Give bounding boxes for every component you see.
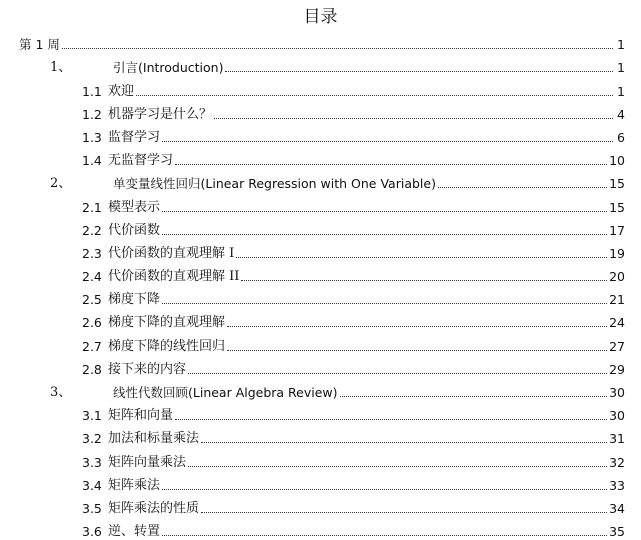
toc-entry[interactable] [0,53,641,76]
dot-leader [241,280,607,281]
toc-entry[interactable] [0,192,641,215]
toc-entry-page: 32 [609,454,625,470]
toc-entry-number: 3.2 [82,431,102,447]
toc-entry-title: 监督学习 [108,129,161,145]
dot-leader [340,396,608,397]
toc-entry-page: 4 [617,106,625,122]
toc-entry-title: 代价函数的直观理解 II [108,269,240,285]
dot-leader [201,512,607,513]
toc-entry[interactable] [0,100,641,123]
toc-entry-number: 2.5 [82,292,102,308]
toc-entry-page: 30 [609,408,625,424]
toc-entry[interactable] [0,401,641,424]
dot-leader [225,71,613,72]
toc-entry-number: 3、 [50,385,72,400]
toc-entry-number: 1.3 [82,129,102,145]
dot-leader [162,489,607,490]
dot-leader [227,326,607,327]
toc-entry-page: 10 [609,153,625,169]
toc-entry-number: 2.2 [82,222,102,238]
toc-entry-title: 矩阵乘法 [108,477,161,493]
toc-entry-page: 20 [609,269,625,285]
toc-entry[interactable] [0,355,641,378]
toc-entry-title: 逆、转置 [108,524,161,540]
toc-entry-title: 代价函数的直观理解 I [108,245,235,261]
toc-entry[interactable] [0,471,641,494]
dot-leader [188,373,607,374]
toc-entry-number: 3.3 [82,454,102,470]
toc-entry[interactable] [0,331,641,354]
dot-leader [162,303,607,304]
toc-entry-number: 1.4 [82,153,102,169]
dot-leader [188,466,607,467]
toc-entry[interactable] [0,517,641,540]
dot-leader [175,419,607,420]
dot-leader [201,442,607,443]
toc-entry[interactable] [0,146,641,169]
toc-entry-page: 1 [617,37,625,53]
toc-entry-page: 29 [609,361,625,377]
toc-entry-number: 2、 [50,176,72,192]
toc-entry-title: 加法和标量乘法 [108,431,200,447]
toc-entry-number: 3.4 [82,477,102,493]
toc-entry-number: 2.4 [82,269,102,285]
toc-entry[interactable] [0,308,641,331]
toc-entry-number: 3.5 [82,500,102,516]
toc-entry-number: 2.7 [82,338,102,354]
dot-leader [438,187,607,188]
toc-title: 目录 [303,7,338,27]
toc-entry[interactable] [0,30,641,53]
toc-entry-title: 矩阵向量乘法 [108,454,187,470]
toc-entry-page: 34 [609,500,625,516]
toc-entry-title: 无监督学习 [108,153,174,169]
toc-entry-title: 欢迎 [108,83,135,99]
toc-entry[interactable] [0,494,641,517]
toc-entry-title: 矩阵和向量 [108,408,174,424]
toc-entry[interactable] [0,447,641,470]
dot-leader [136,95,613,96]
toc-entry-title: 第 1 周 [19,37,60,53]
dot-leader [162,535,607,536]
toc-entry[interactable] [0,123,641,146]
toc-entry-number: 2.3 [82,245,102,261]
toc-entry-page: 15 [609,199,625,215]
toc-entry-title: 梯度下降的线性回归 [108,338,226,354]
dot-leader [175,164,607,165]
toc-entry[interactable] [0,285,641,308]
dot-leader [62,48,613,49]
dot-leader [214,118,613,119]
toc-entry-number: 1.2 [82,106,102,122]
toc-entry-title: 梯度下降的直观理解 [108,315,226,331]
toc-entry-title: 机器学习是什么？ [108,106,213,122]
toc-entry-page: 30 [609,385,625,400]
toc-entry-title: 代价函数 [108,222,161,238]
toc-entry-number: 3.6 [82,524,102,540]
toc-entry-number: 2.6 [82,315,102,331]
toc-entry-page: 31 [609,431,625,447]
toc-entry-title: 梯度下降 [108,292,161,308]
toc-entry-title: 引言(Introduction) [113,60,224,76]
toc-entry[interactable] [0,378,641,401]
toc-entry[interactable] [0,76,641,99]
toc-entry-page: 24 [609,315,625,331]
toc-entry-number: 1.1 [82,83,102,99]
toc-entry[interactable] [0,262,641,285]
dot-leader [236,257,607,258]
toc-entry-page: 35 [609,524,625,540]
toc-entry-number: 2.8 [82,361,102,377]
toc-entry-page: 17 [609,222,625,238]
toc-entry-title: 线性代数回顾(Linear Algebra Review) [113,385,338,400]
toc-entry-page: 19 [609,245,625,261]
toc-entry-title: 单变量线性回归(Linear Regression with One Variable) [113,176,436,192]
toc-entry-title: 矩阵乘法的性质 [108,500,200,516]
toc-entry[interactable] [0,169,641,192]
dot-leader [162,211,607,212]
toc-entry-number: 2.1 [82,199,102,215]
toc-entry-title: 接下来的内容 [108,361,187,377]
toc-entry[interactable] [0,424,641,447]
toc-entry-number: 3.1 [82,408,102,424]
dot-leader [227,350,607,351]
toc-entry-page: 1 [617,83,625,99]
toc-entry-page: 21 [609,292,625,308]
toc-entry-page: 33 [609,477,625,493]
toc-entry-page: 27 [609,338,625,354]
toc-entry[interactable] [0,239,641,262]
dot-leader [162,141,613,142]
toc-entry-page: 6 [617,129,625,145]
table-of-contents [0,30,641,540]
toc-entry-number: 1、 [50,60,72,76]
toc-entry[interactable] [0,216,641,239]
dot-leader [162,234,607,235]
toc-entry-page: 1 [617,60,625,76]
toc-entry-page: 15 [609,176,625,192]
toc-entry-title: 模型表示 [108,199,161,215]
